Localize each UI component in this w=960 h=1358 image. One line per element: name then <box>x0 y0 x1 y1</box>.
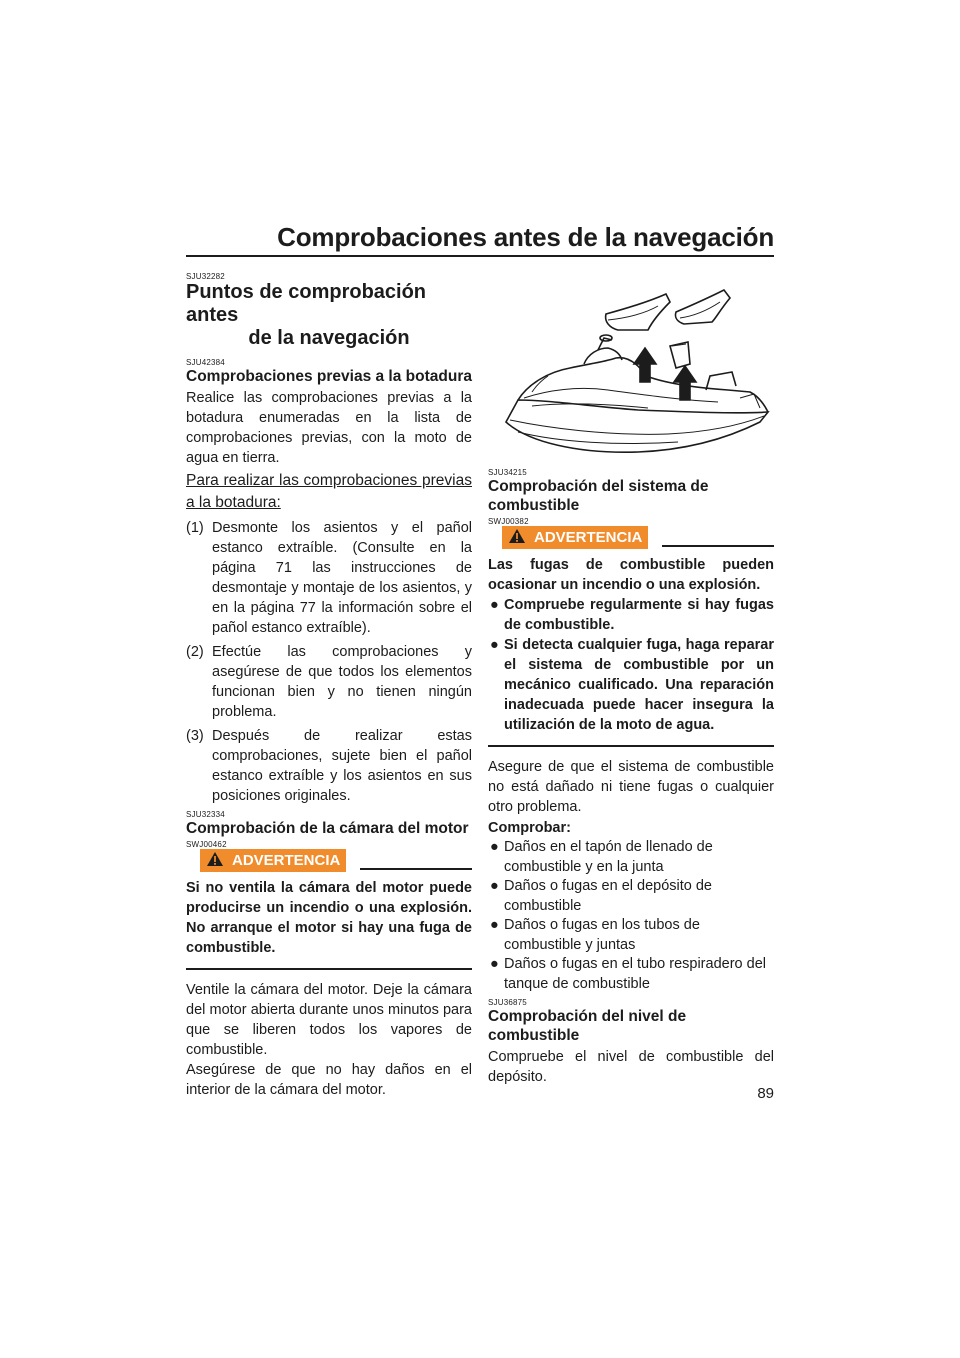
ref-code: SJU34215 <box>488 468 527 477</box>
bullet-icon: ● <box>490 917 499 933</box>
warning-label: ADVERTENCIA <box>232 852 341 869</box>
check-label: Comprobar: <box>488 820 571 836</box>
section-title-line-2: de la navegación <box>248 327 410 349</box>
underlined-heading: Para realizar las comprobaciones previas a la botadura: <box>186 472 472 511</box>
paragraph: Asegure de que el sistema de combustible no está dañado ni tiene fugas o cualquier otro problema. <box>488 759 774 815</box>
steps-list <box>186 518 472 806</box>
section-title-line-1: Puntos de comprobación antes <box>186 281 427 326</box>
section-title <box>186 281 472 350</box>
warning-box <box>186 840 472 970</box>
step-item: (2) Efectúe las comprobaciones y asegúrese de que todos los elementos funcionan bien y no tienen ningún problema. <box>186 644 472 720</box>
subsection-title: Comprobación del nivel de combustible <box>488 1008 687 1044</box>
warning-triangle-icon <box>206 851 224 871</box>
warning-label: ADVERTENCIA <box>534 529 643 546</box>
bullet-icon: ● <box>490 878 499 894</box>
list-item: ● Compruebe regularmente si hay fugas de combustible. <box>490 597 774 633</box>
watercraft-illustration <box>488 272 774 468</box>
list-item: ● Daños o fugas en el tubo respiradero del tanque de combustible <box>490 956 766 992</box>
page-header <box>186 222 774 257</box>
step-item: (3) Después de realizar estas comprobaciones, sujete bien el pañol estanco extraíble y los asientos en sus posiciones originales. <box>186 728 472 804</box>
list-item: ● Daños en el tapón de llenado de combustible y en la junta <box>490 839 713 875</box>
warning-bullets <box>488 595 774 735</box>
right-column <box>488 272 774 1087</box>
warning-badge <box>200 849 346 872</box>
bullet-icon: ● <box>490 637 499 653</box>
paragraph: Compruebe el nivel de combustible del depósito. <box>488 1049 774 1085</box>
paragraph: Asegúrese de que no hay daños en el interior de la cámara del motor. <box>186 1062 472 1098</box>
bullet-icon: ● <box>490 956 499 972</box>
intro-paragraph: Realice las comprobaciones previas a la botadura enumeradas en la lista de comprobaciones previas, con la moto de agua en tierra. <box>186 390 472 466</box>
bullet-icon: ● <box>490 597 499 613</box>
warning-badge <box>502 526 648 549</box>
page-title: Comprobaciones antes de la navegación <box>277 222 774 252</box>
paragraph: Ventile la cámara del motor. Deje la cámara del motor abierta durante unos minutos para que se liberen todos los vapores de combustible. <box>186 982 472 1058</box>
warning-triangle-icon <box>508 528 526 548</box>
warning-code: SWJ00382 <box>488 517 529 526</box>
ref-code: SJU32282 <box>186 272 225 281</box>
list-item: ● Daños o fugas en los tubos de combustible y juntas <box>490 917 700 953</box>
left-column <box>186 272 472 1100</box>
warning-text: Las fugas de combustible pueden ocasionar un incendio o una explosión. <box>488 557 774 593</box>
warning-box <box>488 517 774 747</box>
warning-text: Si no ventila la cámara del motor puede producirse un incendio o una explosión. No arranque el motor si hay una fuga de combustible. <box>186 880 472 956</box>
list-item: ● Si detecta cualquier fuga, haga reparar el sistema de combustible por un mecánico cualificado. Una reparación inadecuada puede hacer insegura la utilización de la moto de agua. <box>490 637 774 733</box>
ref-code: SJU42384 <box>186 358 225 367</box>
check-list <box>488 838 774 994</box>
step-item: (1) Desmonte los asientos y el pañol estanco extraíble. (Consulte en la página 71 las instrucciones de desmontaje y montaje de los asientos, y en la página 77 la información sobre el pañol estanco extraíble). <box>186 520 472 636</box>
header-rule <box>186 255 774 257</box>
ref-code: SJU32334 <box>186 810 225 819</box>
warning-end-rule <box>186 968 472 970</box>
subsection-title: Comprobación de la cámara del motor <box>186 820 469 837</box>
list-item: ● Daños o fugas en el depósito de combustible <box>490 878 712 914</box>
page-number: 89 <box>757 1085 774 1102</box>
ref-code: SJU36875 <box>488 998 527 1007</box>
warning-end-rule <box>488 745 774 747</box>
warning-code: SWJ00462 <box>186 840 227 849</box>
subsection-title: Comprobaciones previas a la botadura <box>186 368 472 385</box>
subsection-title: Comprobación del sistema de combustible <box>488 478 709 514</box>
bullet-icon: ● <box>490 839 499 855</box>
